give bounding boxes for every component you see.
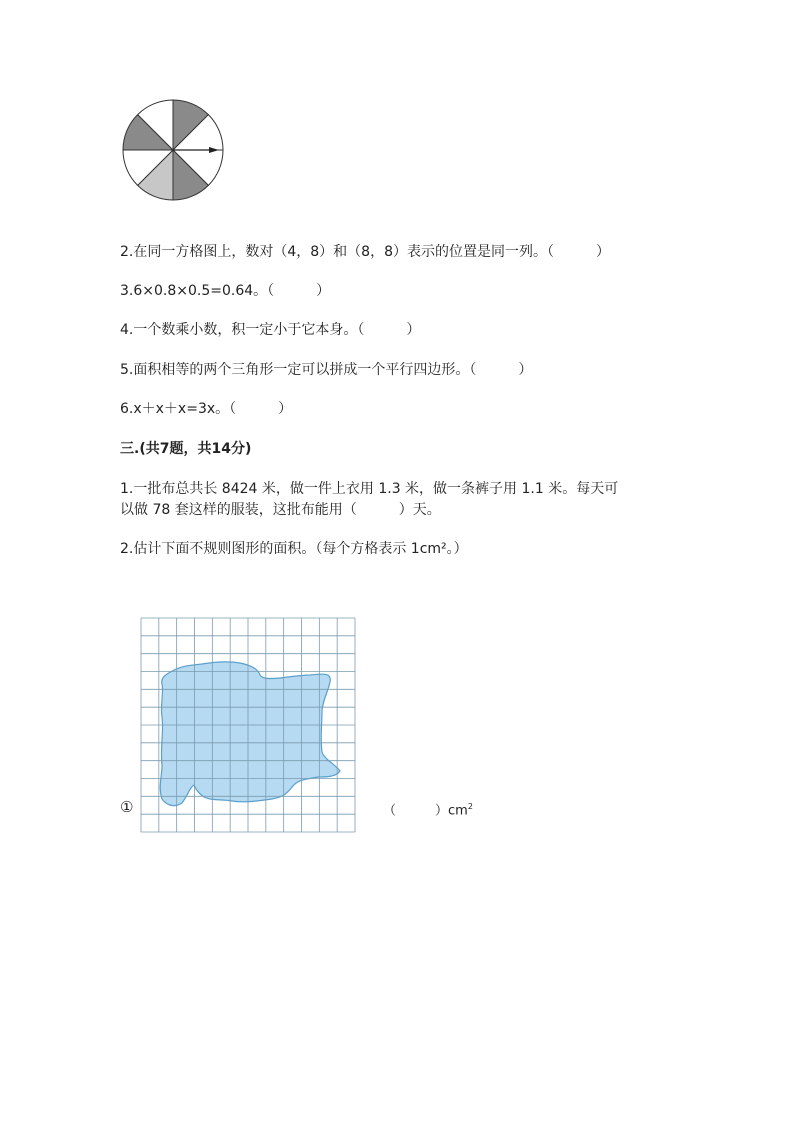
irregular-shape xyxy=(160,662,340,806)
question-6: 6.x＋x＋x=3x。（ ） xyxy=(120,401,293,417)
question-3: 3.6×0.8×0.5=0.64。（ ） xyxy=(120,283,331,299)
question-5: 5.面积相等的两个三角形一定可以拼成一个平行四边形。（ ） xyxy=(120,362,533,378)
question-2: 2.在同一方格图上，数对（4，8）和（8，8）表示的位置是同一列。（ ） xyxy=(120,244,610,260)
answer-blank: （ ）$cm^2$ xyxy=(383,802,473,819)
question-4: 4.一个数乘小数，积一定小于它本身。（ ） xyxy=(120,322,421,338)
section-3-question-1-line-2: 以做 78 套这样的服装，这批布能用（ ）天。 xyxy=(120,502,441,518)
figure-label: ① xyxy=(120,798,134,816)
section-3-question-1-line-1: 1.一批布总共长 8424 米，做一件上衣用 1.3 米，做一条裤子用 1.1 米。每天可 xyxy=(120,481,619,497)
section-3-question-2: 2.估计下面不规则图形的面积。（每个方格表示 1cm²。） xyxy=(120,541,468,557)
area-grid-figure xyxy=(140,617,356,833)
section-3-title: 三.(共7题，共14分) xyxy=(120,441,252,457)
spinner-circle xyxy=(120,97,226,203)
